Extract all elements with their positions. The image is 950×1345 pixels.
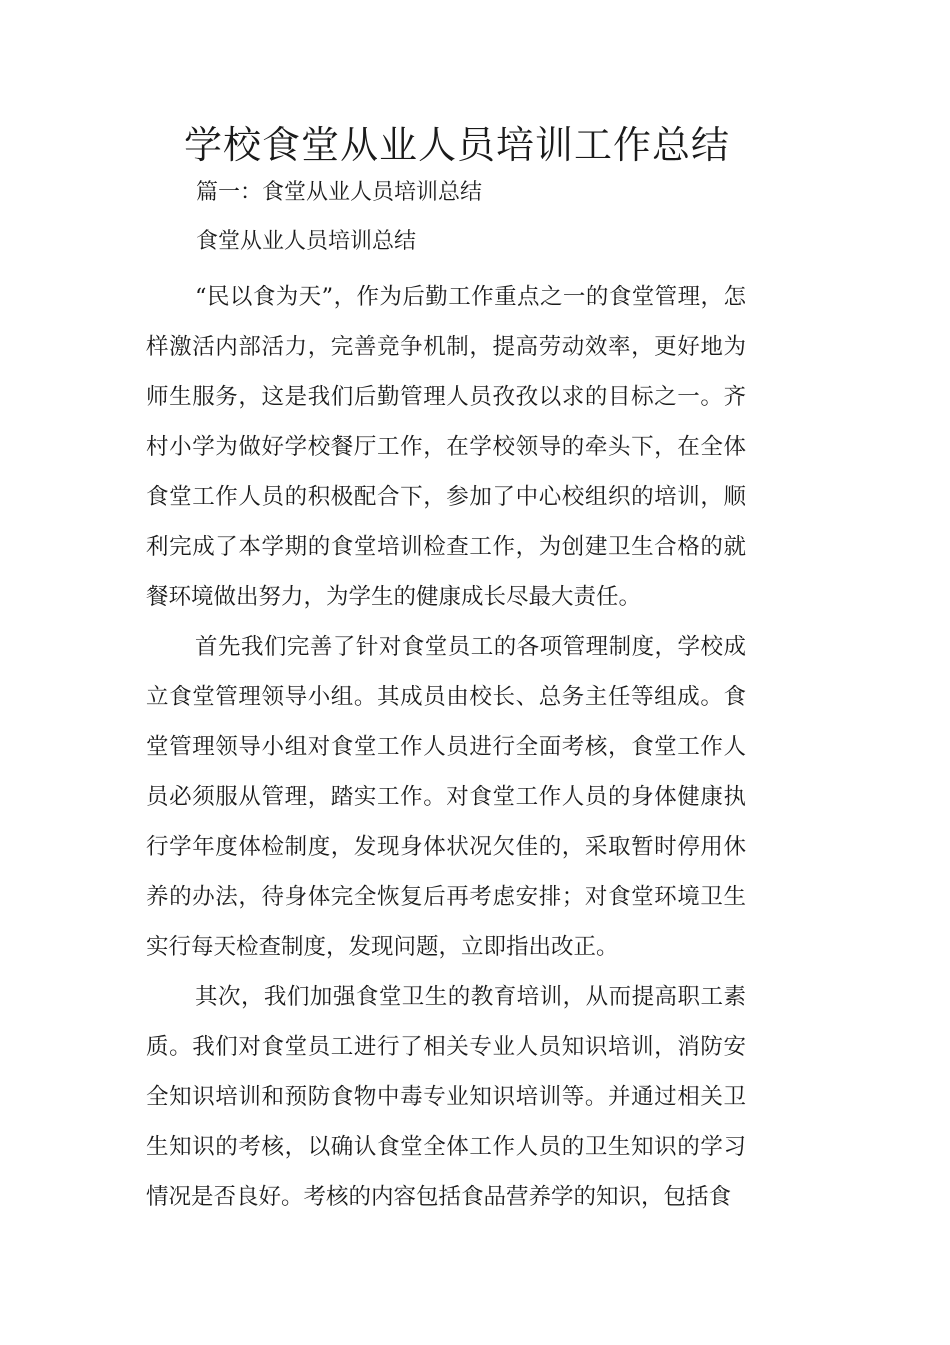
body-paragraph: 其次，我们加强食堂卫生的教育培训，从而提高职工素质。我们对食堂员工进行了相关专业人员知识培训，消防安全知识培训和预防食物中毒专业知识培训等。并通过相关卫生知识的考核，以确认食堂全体工作人员的卫生知识的学习情况是否良好。考核的内容包括食品营养学的知识，包括食	[146, 984, 746, 1210]
document-title: 学校食堂从业人员培训工作总结	[183, 123, 730, 167]
body-paragraph: 首先我们完善了针对食堂员工的各项管理制度，学校成立食堂管理领导小组。其成员由校长、总务主任等组成。食堂管理领导小组对食堂工作人员进行全面考核，食堂工作人员必须服从管理，踏实工作。对食堂工作人员的身体健康执行学年度体检制度，发现身体状况欠佳的，采取暂时停用休养的办法，待身体完全恢复后再考虑安排；对食堂环境卫生实行每天检查制度，发现问题，立即指出改正。	[146, 634, 746, 960]
section-heading: 食堂从业人员培训总结	[196, 229, 417, 254]
chapter-heading: 篇一：食堂从业人员培训总结	[196, 180, 483, 205]
document-body	[146, 272, 746, 1222]
body-paragraph: “民以食为天”，作为后勤工作重点之一的食堂管理，怎样激活内部活力，完善竞争机制，提高劳动效率，更好地为师生服务，这是我们后勤管理人员孜孜以求的目标之一。齐村小学为做好学校餐厅工作，在学校领导的牵头下，在全体食堂工作人员的积极配合下，参加了中心校组织的培训，顺利完成了本学期的食堂培训检查工作，为创建卫生合格的就餐环境做出努力，为学生的健康成长尽最大责任。	[146, 284, 746, 610]
